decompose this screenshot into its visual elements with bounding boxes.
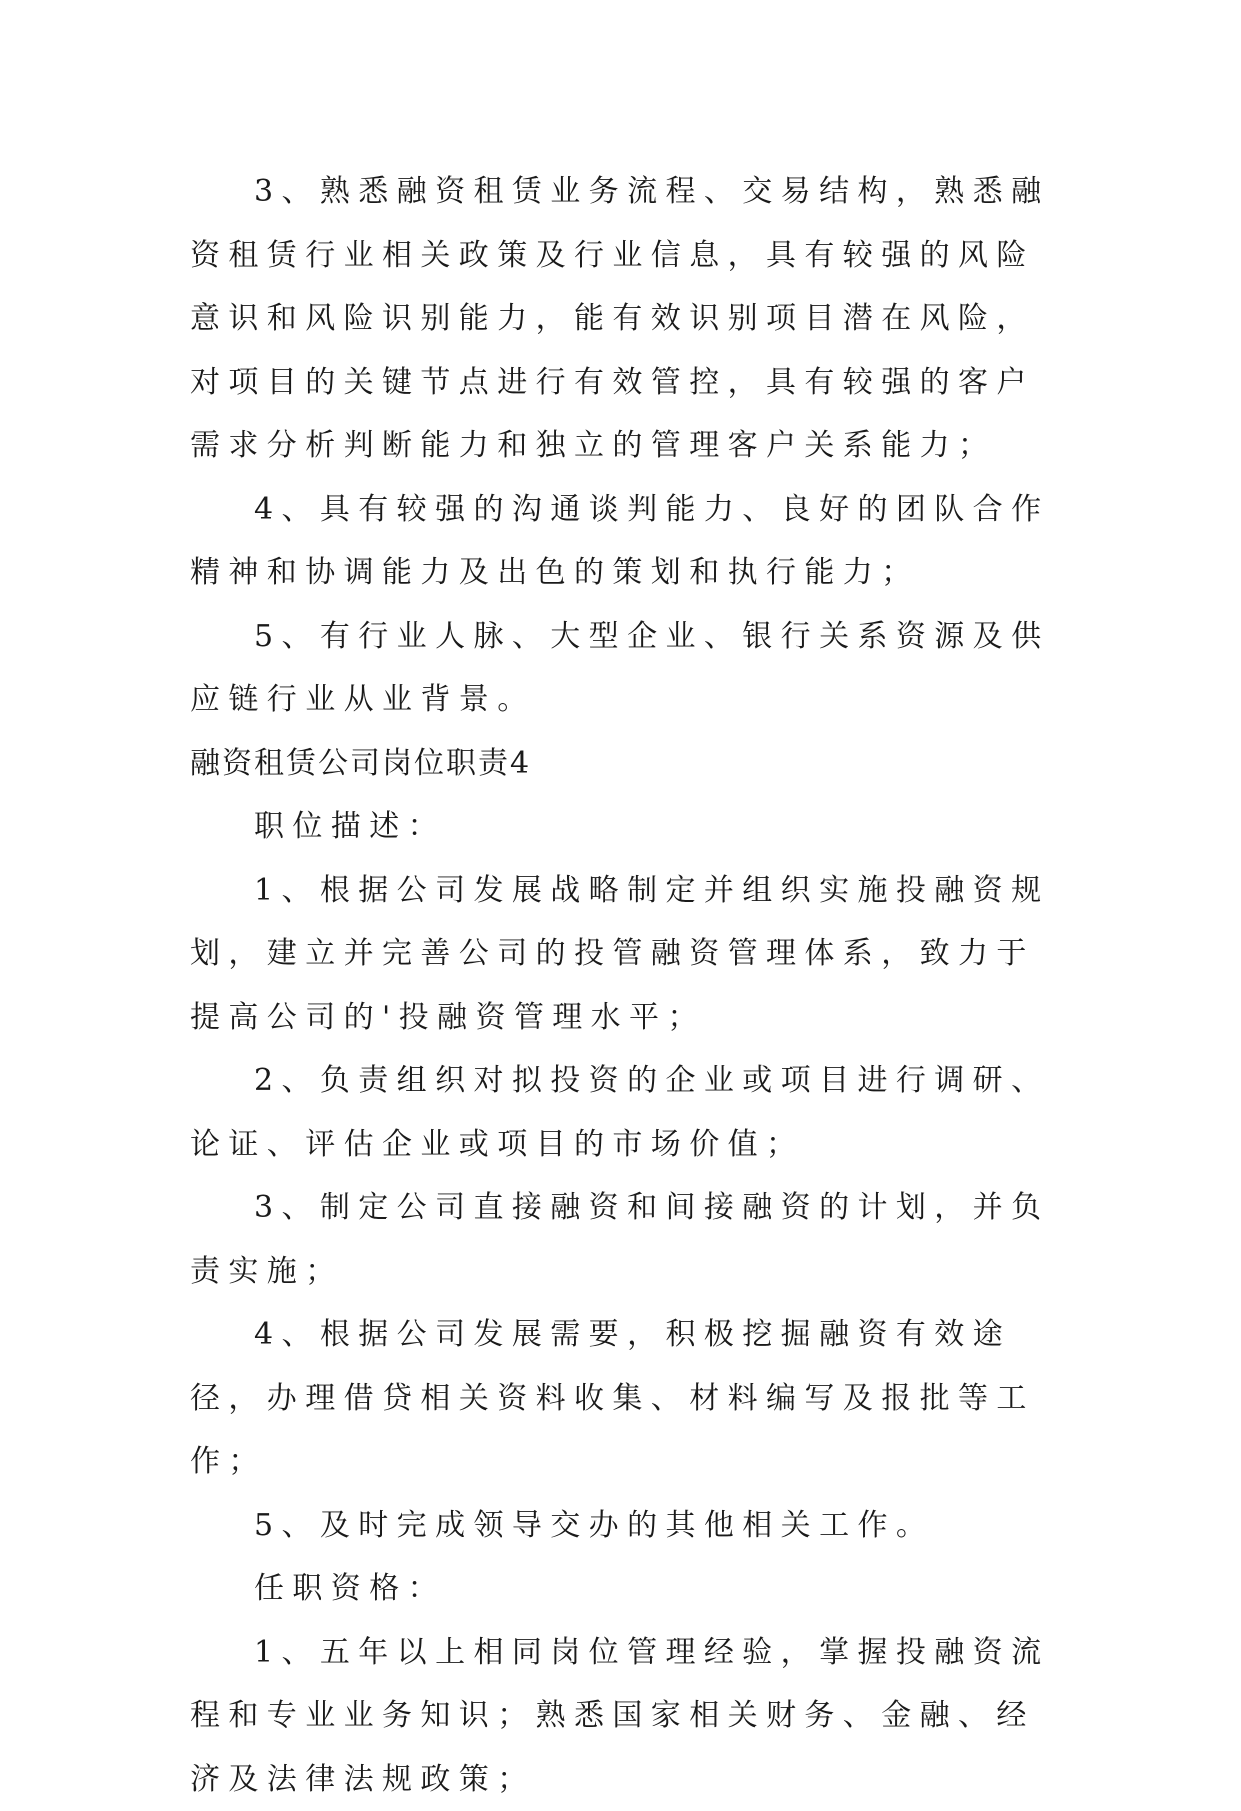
paragraph-requirement-5: 5、有行业人脉、大型企业、银行关系资源及供应链行业从业背景。 xyxy=(190,605,1052,732)
paragraph-duty-4: 4、根据公司发展需要，积极挖掘融资有效途径，办理借贷相关资料收集、材料编写及报批等工作； xyxy=(190,1303,1052,1494)
paragraph-requirement-4: 4、具有较强的沟通谈判能力、良好的团队合作精神和协调能力及出色的策划和执行能力； xyxy=(190,478,1052,605)
paragraph-duty-1: 1、根据公司发展战略制定并组织实施投融资规划，建立并完善公司的投管融资管理体系，致力于提高公司的'投融资管理水平； xyxy=(190,859,1052,1050)
paragraph-requirement-3: 3、熟悉融资租赁业务流程、交易结构，熟悉融资租赁行业相关政策及行业信息，具有较强的风险意识和风险识别能力，能有效识别项目潜在风险，对项目的关键节点进行有效管控，具有较强的客户需求分析判断能力和独立的管理客户关系能力； xyxy=(190,160,1052,478)
paragraph-qualification-1: 1、五年以上相同岗位管理经验，掌握投融资流程和专业业务知识；熟悉国家相关财务、金融、经济及法律法规政策； xyxy=(190,1621,1052,1811)
section-heading: 融资租赁公司岗位职责4 xyxy=(190,732,1052,796)
subheading-job-description: 职位描述： xyxy=(190,795,1052,859)
document-body xyxy=(190,160,1052,1811)
paragraph-duty-5: 5、及时完成领导交办的其他相关工作。 xyxy=(190,1494,1052,1558)
paragraph-duty-3: 3、制定公司直接融资和间接融资的计划，并负责实施； xyxy=(190,1176,1052,1303)
paragraph-duty-2: 2、负责组织对拟投资的企业或项目进行调研、论证、评估企业或项目的市场价值； xyxy=(190,1049,1052,1176)
subheading-qualifications: 任职资格： xyxy=(190,1557,1052,1621)
